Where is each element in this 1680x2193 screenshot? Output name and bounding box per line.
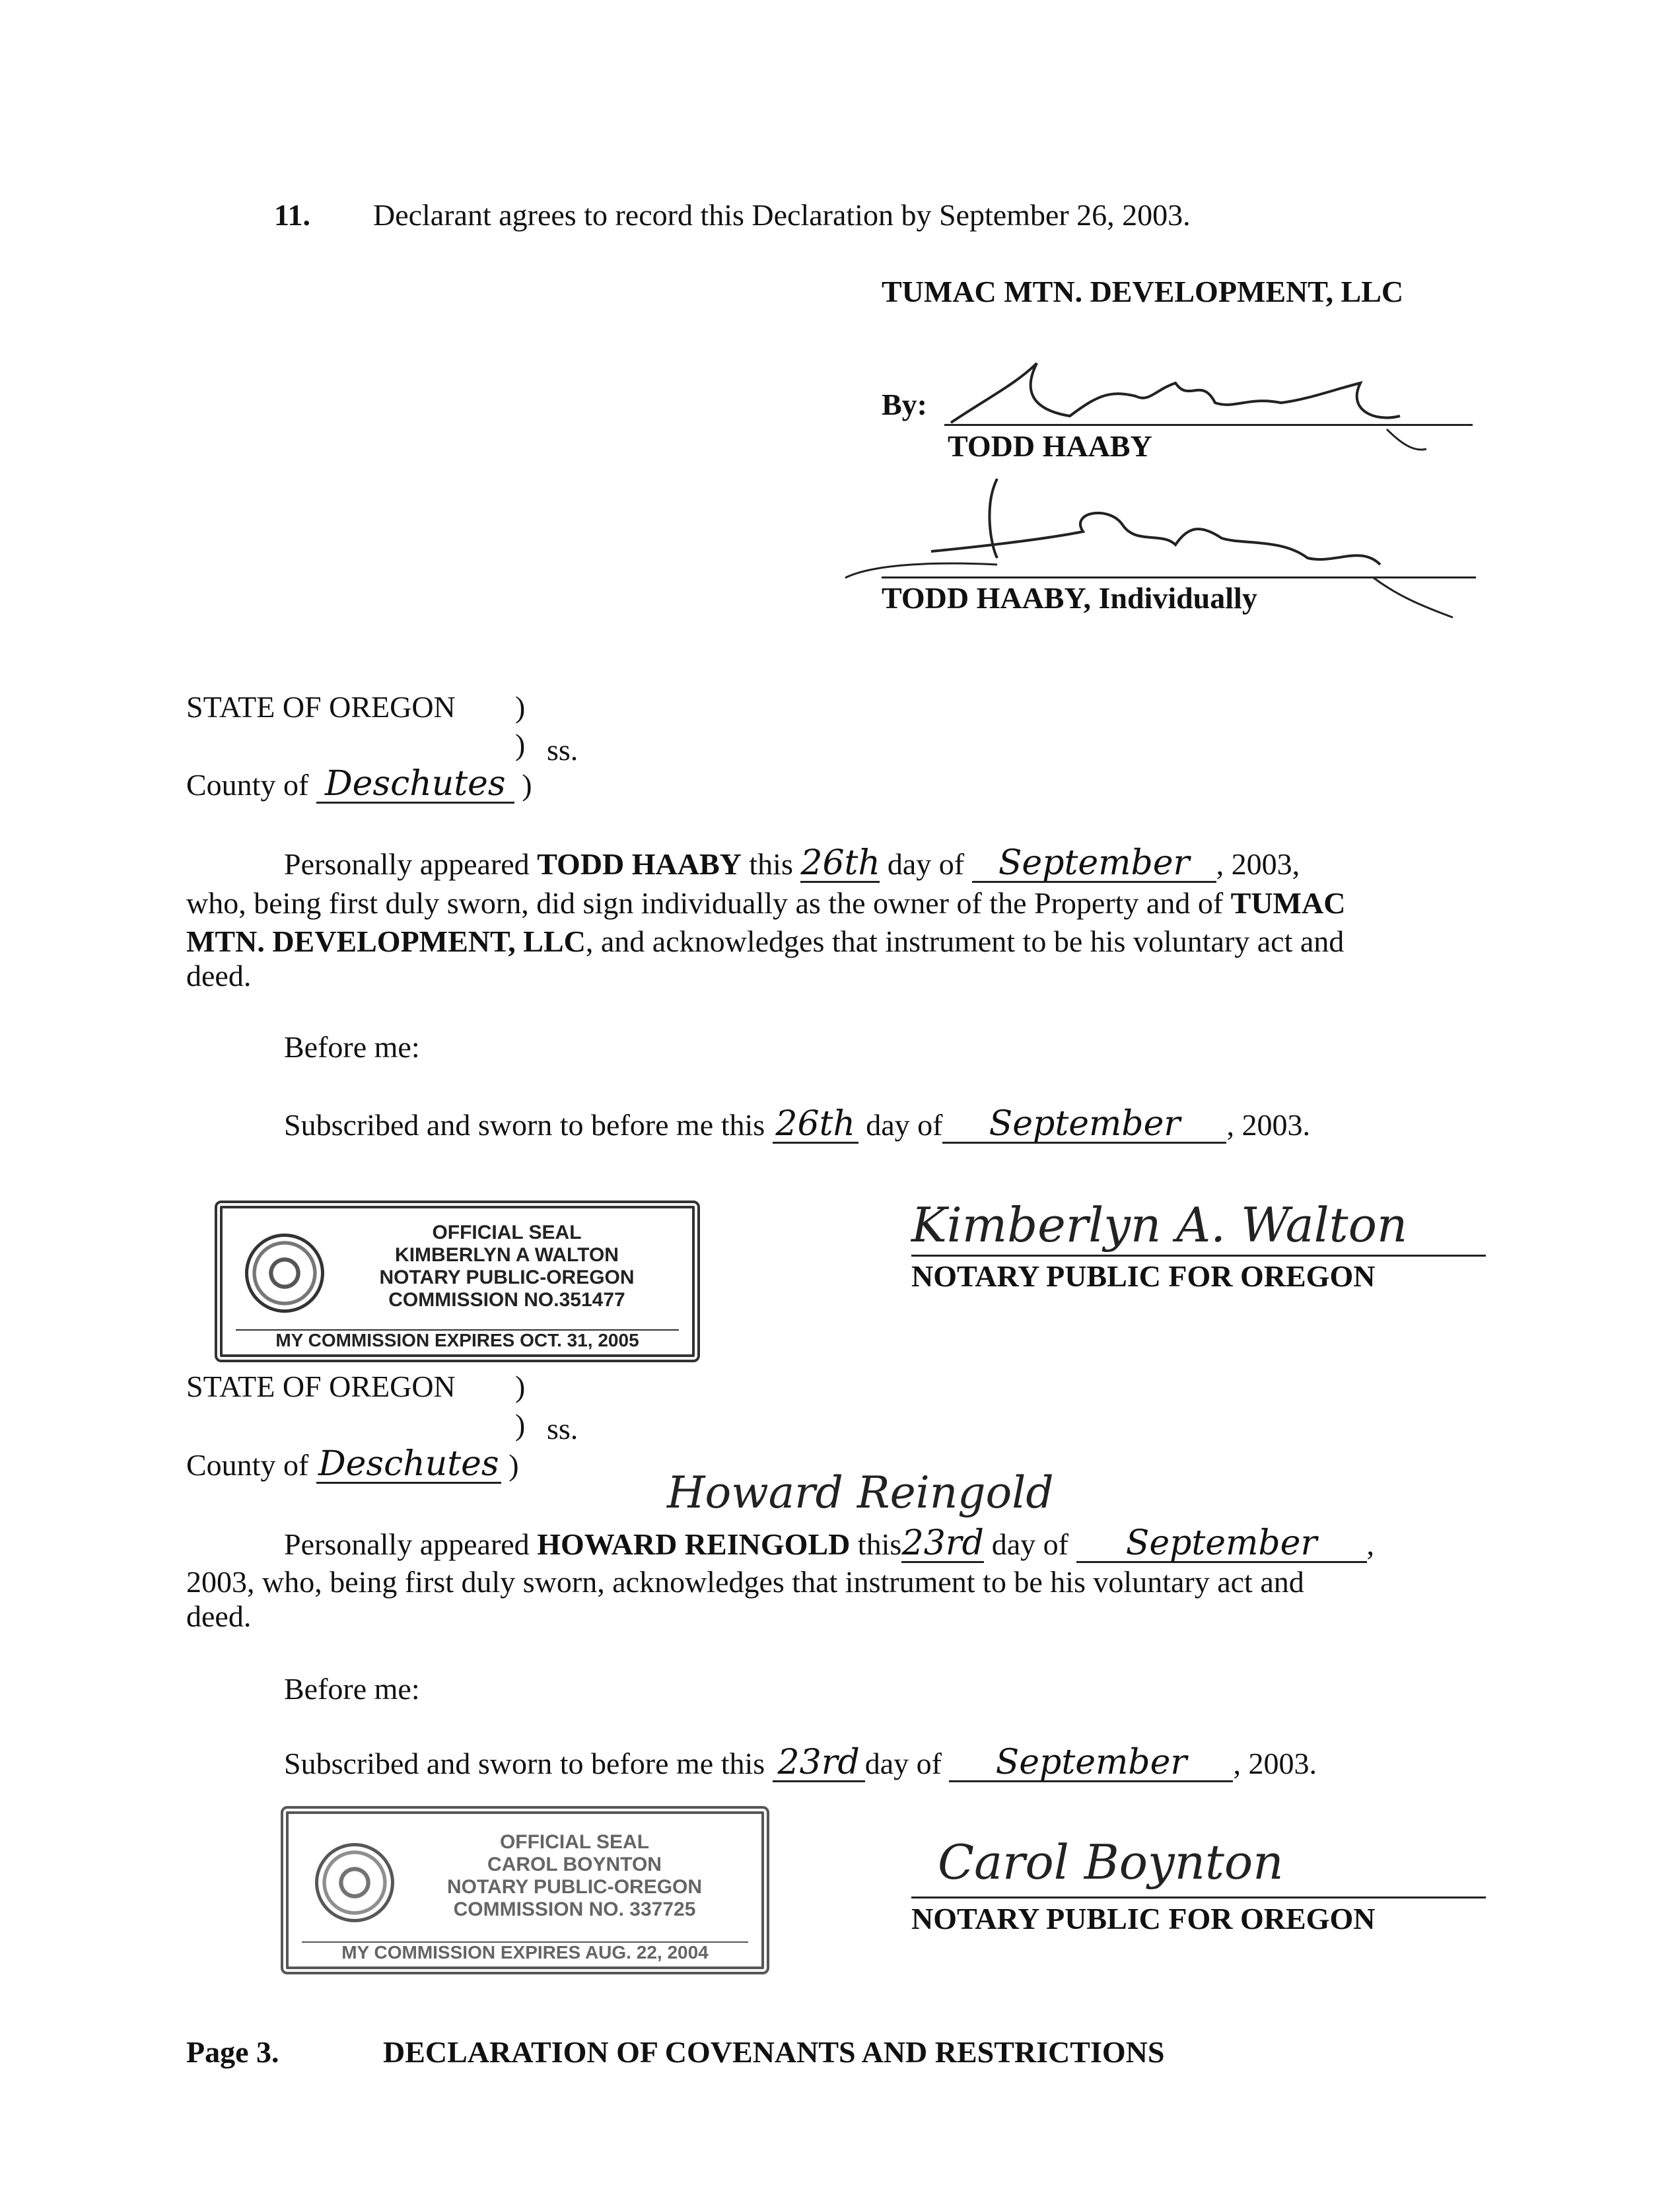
ack2-state: STATE OF OREGON bbox=[186, 1370, 456, 1403]
ack2-before-me: Before me: bbox=[284, 1672, 420, 1706]
paragraph-text: Declarant agrees to record this Declaration by September 26, 2003. bbox=[372, 198, 1191, 232]
ack2-month: September bbox=[1076, 1525, 1367, 1563]
ack1-subscribed bbox=[284, 1106, 1310, 1144]
ack1-sub-month: September bbox=[942, 1106, 1226, 1144]
individual-line: TODD HAABY, Individually bbox=[882, 581, 1257, 615]
ack2-sub-month: September bbox=[949, 1745, 1233, 1782]
ack1-text-d: who, being first duly sworn, did sign individually as the owner of the Property and of bbox=[186, 886, 1224, 920]
ack1-line-3 bbox=[186, 923, 1344, 960]
footer-title: DECLARATION OF COVENANTS AND RESTRICTIONS bbox=[383, 2035, 1165, 2069]
ack2-name: HOWARD REINGOLD bbox=[537, 1527, 851, 1561]
ack1-before-me: Before me: bbox=[284, 1030, 420, 1064]
ack1-month: September bbox=[972, 845, 1216, 883]
paragraph-number: 11. bbox=[274, 198, 310, 232]
seal-line-3: NOTARY PUBLIC-OREGON bbox=[446, 1876, 703, 1898]
ack1-sub-year: , 2003. bbox=[1226, 1108, 1310, 1142]
seal-line-1: OFFICIAL SEAL bbox=[499, 1831, 650, 1853]
ack1-text-a: Personally appeared bbox=[284, 847, 530, 881]
ack2-line-1 bbox=[284, 1525, 1374, 1563]
paragraph-11 bbox=[274, 197, 1191, 234]
ack1-state: STATE OF OREGON bbox=[186, 690, 456, 724]
ack2-text-a: Personally appeared bbox=[284, 1527, 530, 1561]
ack2-text-c: day of bbox=[991, 1527, 1069, 1561]
state-seal-icon bbox=[315, 1843, 394, 1922]
ack1-ss: ss. bbox=[547, 733, 578, 767]
ack1-text-b: this bbox=[749, 847, 793, 881]
county-label: County of bbox=[186, 768, 309, 802]
seal-line-4: COMMISSION NO. 337725 bbox=[453, 1898, 696, 1920]
ack2-county: County of Deschutes ) bbox=[186, 1444, 519, 1484]
ack1-paren-1: ) bbox=[515, 690, 526, 724]
ack1-day: 26th bbox=[800, 843, 880, 883]
ack1-county: County of Deschutes ) bbox=[186, 764, 532, 804]
county-value: Deschutes bbox=[316, 766, 514, 804]
ack1-name: TODD HAABY bbox=[537, 847, 742, 881]
ack2-handwritten-name: Howard Reingold bbox=[667, 1467, 1054, 1518]
ack1-year: , 2003, bbox=[1216, 847, 1300, 881]
seal-line-1: OFFICIAL SEAL bbox=[432, 1222, 582, 1243]
seal-expiry: MY COMMISSION EXPIRES OCT. 31, 2005 bbox=[236, 1329, 679, 1350]
ack2-line-3: deed. bbox=[186, 1599, 252, 1633]
ack2-sub-day: 23rd bbox=[773, 1745, 865, 1782]
ack1-company-a: TUMAC bbox=[1230, 886, 1346, 920]
seal-expiry: MY COMMISSION EXPIRES AUG. 22, 2004 bbox=[302, 1941, 748, 1963]
seal-line-3: NOTARY PUBLIC-OREGON bbox=[379, 1267, 635, 1288]
ack2-paren-2: ) bbox=[515, 1408, 526, 1442]
ack1-line-1 bbox=[284, 845, 1300, 883]
ack1-text-c: day of bbox=[887, 847, 965, 881]
state-seal-icon bbox=[245, 1234, 324, 1313]
ack2-subscribed bbox=[284, 1745, 1317, 1782]
ack2-line-2: 2003, who, being first duly sworn, acknowledges that instrument to be his voluntary act and bbox=[186, 1565, 1304, 1599]
county-value: Deschutes bbox=[316, 1446, 501, 1484]
ack1-notary-signature: Kimberlyn A. Walton bbox=[911, 1197, 1408, 1253]
signature-line-2 bbox=[882, 576, 1476, 578]
footer-page-number: Page 3. bbox=[186, 2035, 279, 2069]
seal-line-2: KIMBERLYN A WALTON bbox=[395, 1244, 619, 1266]
ack1-sub-text: Subscribed and sworn to before me this bbox=[284, 1108, 765, 1142]
ack1-paren-2: ) bbox=[515, 728, 526, 761]
company-name: TUMAC MTN. DEVELOPMENT, LLC bbox=[882, 275, 1404, 308]
ack2-comma: , bbox=[1366, 1527, 1375, 1561]
ack2-day: 23rd bbox=[901, 1523, 984, 1563]
county-label: County of bbox=[186, 1448, 309, 1482]
ack2-sub-text: Subscribed and sworn to before me this bbox=[284, 1747, 765, 1780]
ack1-line-2 bbox=[186, 885, 1345, 922]
ack1-sub-text-b: day of bbox=[866, 1108, 943, 1142]
ack1-notary-line bbox=[911, 1255, 1486, 1257]
ack2-text-b: this bbox=[857, 1527, 902, 1561]
ack1-sub-day: 26th bbox=[773, 1106, 858, 1144]
ack1-notary-label: NOTARY PUBLIC FOR OREGON bbox=[911, 1259, 1376, 1293]
signature-line-1 bbox=[944, 424, 1473, 426]
official-seal-walton bbox=[215, 1201, 700, 1362]
signer-line: TODD HAABY bbox=[948, 429, 1152, 463]
ack2-notary-label: NOTARY PUBLIC FOR OREGON bbox=[911, 1902, 1376, 1935]
ack2-sub-year: , 2003. bbox=[1233, 1747, 1317, 1780]
ack2-notary-line bbox=[911, 1897, 1486, 1898]
ack2-ss: ss. bbox=[547, 1412, 578, 1445]
by-label: By: bbox=[882, 388, 927, 421]
ack1-text-e: , and acknowledges that instrument to be his voluntary act and bbox=[585, 924, 1345, 958]
ack1-company-b: MTN. DEVELOPMENT, LLC bbox=[186, 924, 586, 958]
ack2-notary-signature: Carol Boynton bbox=[938, 1834, 1284, 1890]
seal-line-4: COMMISSION NO.351477 bbox=[388, 1289, 625, 1311]
ack1-line-4: deed. bbox=[186, 959, 252, 992]
seal-line-2: CAROL BOYNTON bbox=[487, 1854, 662, 1875]
official-seal-boynton bbox=[281, 1806, 769, 1974]
ack2-paren-1: ) bbox=[515, 1370, 526, 1403]
ack2-sub-text-b: day of bbox=[864, 1747, 942, 1780]
